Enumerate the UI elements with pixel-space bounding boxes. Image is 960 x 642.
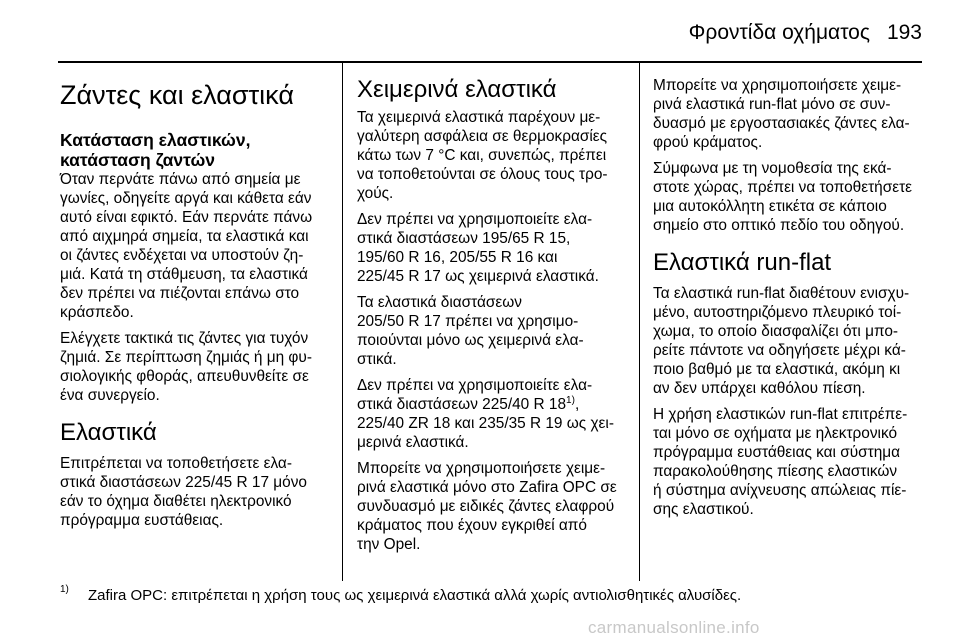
page-header xyxy=(0,0,960,52)
paragraph: Μπορείτε να χρησιμοποιήσετε χειμε- ρινά ελαστικά run-flat μόνο σε συν- δυασμό με εργοστασιακές ζάντες ελα- φρού κράματος. xyxy=(653,77,910,151)
paragraph: Σύμφωνα με τη νομοθεσία της εκά- στοτε χώρας, πρέπει να τοποθετήσετε μια αυτοκόλλητη ετικέτα σε κάποιο σημείο στο οπτικό πεδίο του οδηγού. xyxy=(653,160,913,234)
footnote xyxy=(60,584,940,604)
header-title: Φροντίδα οχήματος xyxy=(688,21,870,44)
paragraph: Τα ελαστικά διαστάσεων 205/50 R 17 πρέπει να χρησιμο- ποιούνται μόνο ως χειμερινά ελα- στικά. xyxy=(357,294,584,368)
footnote-text: Zafira OPC: επιτρέπεται η χρήση τους ως χειμερινά ελαστικά αλλά χωρίς αντιολισθητικές αλυσίδες. xyxy=(88,587,742,604)
paragraph: Τα χειμερινά ελαστικά παρέχουν με- γαλύτερη ασφάλεια σε θερμοκρασίες κάτω των 7 °C και, συνεπώς, πρέπει να τοποθετούνται σε όλους τους τρο- χούς. xyxy=(357,109,608,202)
paragraph: Η χρήση ελαστικών run-flat επιτρέπε- ται μόνο σε οχήματα με ηλεκτρονικό πρόγραμμα ευστάθειας και σύστημα παρακολούθησης πίεσης ελαστικών ή σύστημα ανίχνευσης απώλειας πίε- σης ελαστικού. xyxy=(653,406,908,518)
column-divider-1 xyxy=(342,62,343,581)
page-number: 193 xyxy=(886,21,922,44)
paragraph: Ελέγχετε τακτικά τις ζάντες για τυχόν ζημιά. Σε περίπτωση ζημιάς ή μη φυ- σιολογικής φθοράς, απευθυνθείτε σε ένα συνεργείο. xyxy=(60,330,312,404)
column-2 xyxy=(357,66,624,561)
heading-run-flat: Ελαστικά run-flat xyxy=(653,249,832,276)
paragraph: Μπορείτε να χρησιμοποιήσετε χειμε- ρινά ελαστικά μόνο στο Zafira OPC σε συνδυασμό με ειδικές ζάντες ελαφρού κράματος που έχουν εγκριθεί από την Opel. xyxy=(357,460,617,553)
paragraph-text: Δεν πρέπει να χρησιμοποιείτε ελα- στικά διαστάσεων 225/40 R 18 xyxy=(357,377,593,413)
heading-tyres: Ελαστικά xyxy=(60,419,157,446)
subsection-title: Κατάσταση ελαστικών, κατάσταση ζαντών xyxy=(60,130,251,170)
column-1 xyxy=(60,66,328,537)
footnote-mark: 1) xyxy=(60,584,69,595)
paragraph: Δεν πρέπει να χρησιμοποιείτε ελα- στικά διαστάσεων 195/65 R 15, 195/60 R 16, 205/55 R 16 και 225/45 R 17 ως χειμερινά ελαστικά. xyxy=(357,211,599,285)
paragraph: Τα ελαστικά run-flat διαθέτουν ενισχυ- μένο, αυτοστηριζόμενο πλευρικό τοί- χωμα, το οποίο διασφαλίζει ότι μπο- ρείτε πάντοτε να οδηγήσετε μέχρι κά- ποιο βαθμό με τα ελαστικά, ακόμη κι αν δεν υπάρχει καθόλου πίεση. xyxy=(653,285,910,397)
paragraph: Επιτρέπεται να τοποθετήσετε ελα- στικά διαστάσεων 225/45 R 17 μόνο εάν το όχημα διαθέτει ηλεκτρονικό πρόγραμμα ευστάθειας. xyxy=(60,455,307,529)
paragraph: Όταν περνάτε πάνω από σημεία με γωνίες, οδηγείτε αργά και κάθετα εάν αυτό είναι εφικτό. Εάν περνάτε πάνω από αιχμηρά σημεία, τα ελαστικά και οι ζάντες ενδέχεται να υποστούν ζη- μιά. Κατά τη στάθμευση, τα ελαστικά δεν πρέπει να πιέζονται επάνω στο κράσπεδο. xyxy=(60,171,313,321)
header-rule xyxy=(58,61,922,63)
watermark: carmanualsonline.info xyxy=(588,618,760,637)
paragraph-text: , 225/40 ZR 18 και 235/35 R 19 ως χει- μερινά ελαστικά. xyxy=(357,396,614,451)
column-3 xyxy=(653,66,925,526)
section-title: Ζάντες και ελαστικά xyxy=(60,80,294,110)
heading-winter-tyres: Χειμερινά ελαστικά xyxy=(357,76,557,103)
column-divider-2 xyxy=(639,62,640,581)
footnote-reference: 1) xyxy=(566,394,575,406)
paragraph xyxy=(357,376,624,452)
